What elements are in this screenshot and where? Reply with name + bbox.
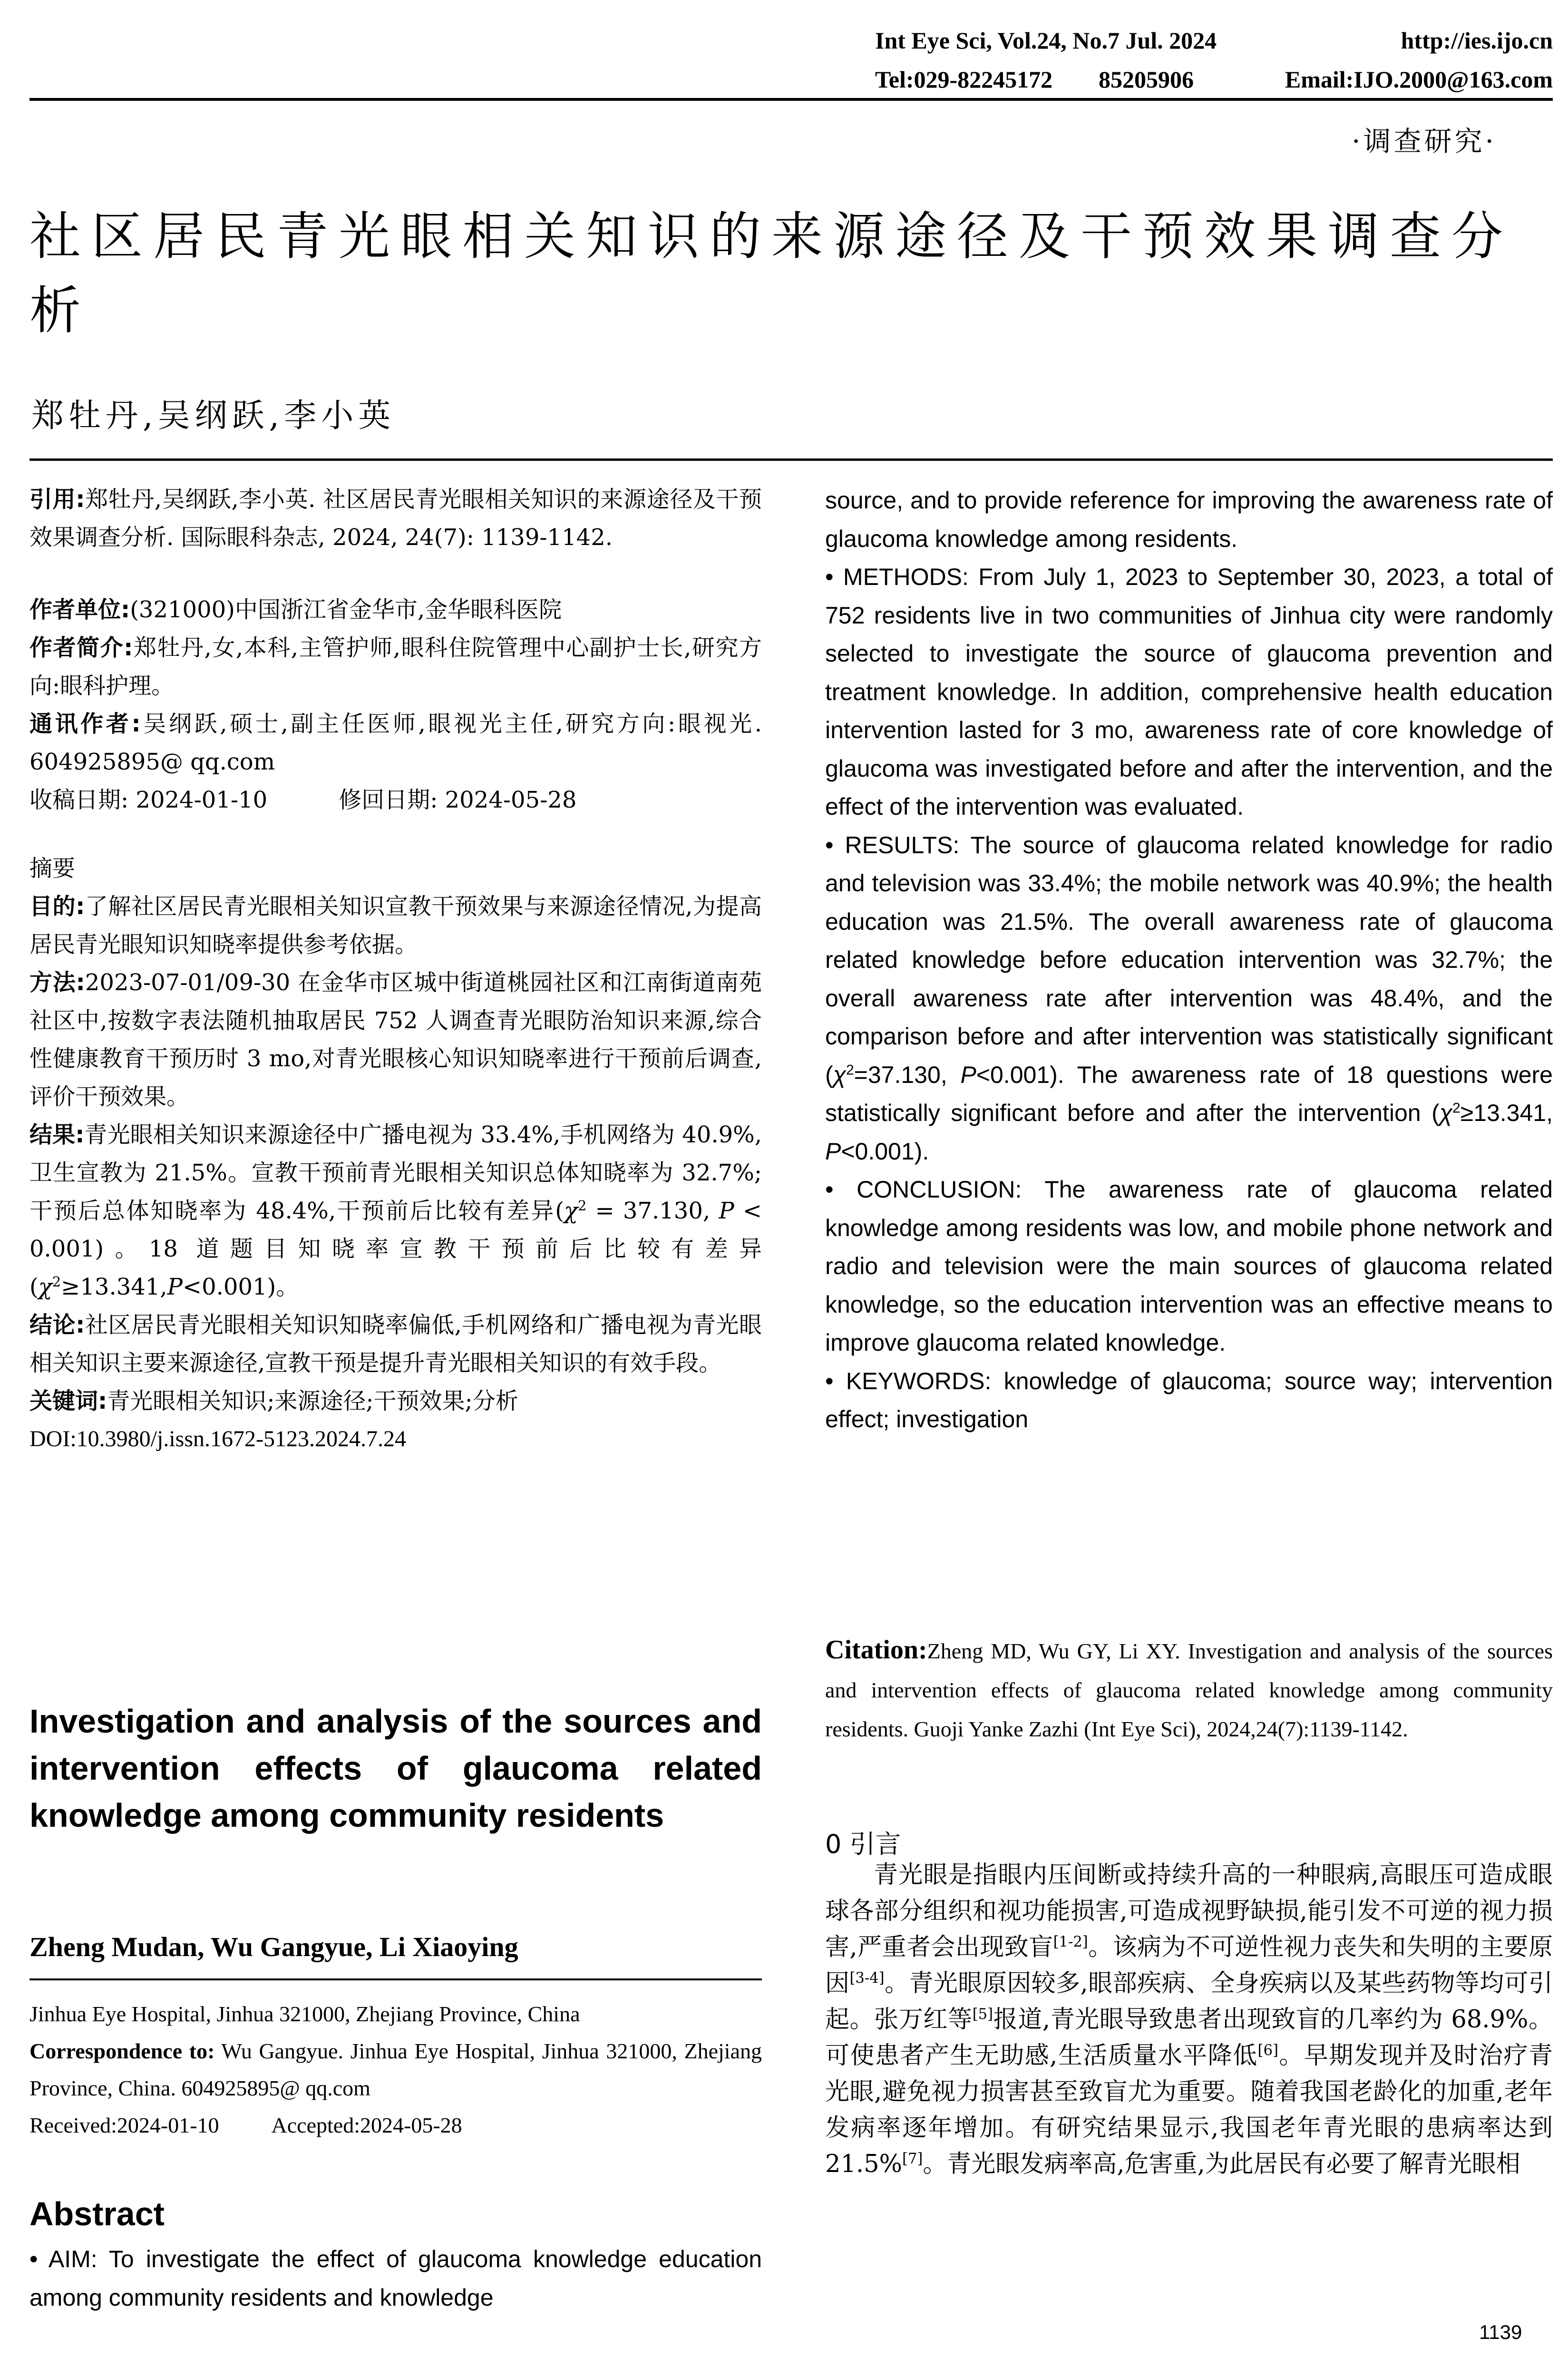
- revised-date: 修回日期: 2024-05-28: [339, 787, 577, 813]
- results-en-2: =37.130,: [854, 1061, 961, 1088]
- ref-3-4[interactable]: [3-4]: [849, 1970, 885, 1987]
- conclusion-en: • CONCLUSION: The awareness rate of glaucoma related knowledge among residents was low, and mobile phone network and radio and television were the main sources of glaucoma related knowledge, so the education intervention was an effective means to improve glaucoma related knowledge.: [825, 1176, 1553, 1356]
- affiliation-label: 作者单位:: [29, 596, 130, 623]
- chi-symbol-en-2: χ: [1439, 1100, 1453, 1126]
- english-title: Investigation and analysis of the sources and intervention effects of glaucoma related knowledge among community residents: [29, 1703, 762, 1834]
- results-en-1: • RESULTS: The source of glaucoma related knowledge for radio and television was 33.4%; the mobile network was 40.9%; the health education was 21.5%. The overall awareness rate of glaucoma related knowledge before education intervention was 32.7%; the overall awareness rate after intervention was 48.4%, and the comparison before and after intervention was statistically significant (: [825, 831, 1553, 1088]
- abstract-heading-cn: 摘要: [29, 855, 76, 882]
- results-en-4: ≥13.341,: [1460, 1100, 1553, 1126]
- intro-text-5: 。早期发现并及时治疗青光眼,避免视力损害甚至致盲尤为重要。随着我国老龄化的加重,老年发病率逐年增加。有研究结果显示,我国老年青光眼的患病率达到 21.5%: [825, 2042, 1553, 2178]
- citation-en-text: Zheng MD, Wu GY, Li XY. Investigation and analysis of the sources and intervention effects of glaucoma related knowledge among community residents. Guoji Yanke Zazhi (Int Eye Sci), 2024,24(7):1139-1142.: [825, 1639, 1553, 1741]
- journal-info: Int Eye Sci, Vol.24, No.7 Jul. 2024: [875, 27, 1217, 54]
- aim-cn: [29, 887, 762, 964]
- doi[interactable]: DOI:10.3980/j.issn.1672-5123.2024.7.24: [29, 1426, 406, 1452]
- keywords-cn: [29, 1382, 762, 1420]
- results-en: • RESULTS: The source of glaucoma related knowledge for radio and television was 33.4%; the mobile network was 40.9%; the health education was 21.5%. The overall awareness rate of glaucoma related knowledge before education intervention was 32.7%; the overall awareness rate after intervention was 48.4%, and the comparison before and after intervention was statistically significant ($\chi^2=37.130$, P<0.001). The awareness rate of 18 questions were statistically significant before and after the intervention ($\chi^2\ge 13.341$, P<0.001).: [825, 831, 1553, 1165]
- methods-en: • METHODS: From July 1, 2023 to September 30, 2023, a total of 752 residents live in two communities of Jinhua city were randomly selected to investigate the source of glaucoma prevention and treatment knowledge. In addition, comprehensive health education intervention lasted for 3 mo, awareness rate of core knowledge of glaucoma was investigated before and after the intervention, and the effect of the intervention was evaluated.: [825, 564, 1553, 820]
- p-symbol: P: [719, 1198, 734, 1224]
- intro-body: [825, 1857, 1553, 2182]
- methods-label: 方法:: [29, 969, 85, 996]
- corr-label: 通讯作者:: [29, 711, 141, 737]
- results-label: 结果:: [29, 1121, 85, 1148]
- intro-text-6: 。青光眼发病率高,危害重,为此居民有必要了解青光眼相: [923, 2150, 1520, 2178]
- keywords-en: • KEYWORDS: knowledge of glaucoma; source way; intervention effect; investigation: [825, 1367, 1553, 1432]
- corr-text: 吴纲跃,硕士,副主任医师,眼视光主任,研究方向:眼视光. 604925895@ qq.com: [29, 711, 762, 775]
- right-column-abstract: [825, 481, 1553, 1439]
- correspondence-text: Wu Gangyue. Jinhua Eye Hospital, Jinhua 321000, Zhejiang Province, China. 604925895@ qq.com: [29, 2039, 762, 2100]
- english-accepted: Accepted:2024-05-28: [271, 2113, 462, 2137]
- results-text-2: = 37.130,: [586, 1198, 719, 1224]
- chi-symbol-en: χ: [833, 1061, 846, 1088]
- results-text-1: 青光眼相关知识来源途径中广播电视为 33.4%,手机网络为 40.9%,卫生宣教为 21.5%。宣教干预前青光眼相关知识总体知晓率为 32.7%;干预后总体知晓率为 48.4%,干预前后比较有差异(: [29, 1121, 762, 1224]
- keywords-text: 青光眼相关知识;来源途径;干预效果;分析: [107, 1388, 518, 1414]
- english-affiliation-block: [29, 1996, 762, 2144]
- ref-6[interactable]: [6]: [1257, 2042, 1278, 2059]
- english-correspondence: [29, 2033, 762, 2107]
- abstract-aim-en: • AIM: To investigate the effect of glaucoma knowledge education among community residents and knowledge: [29, 2246, 762, 2311]
- p-symbol-2: P: [167, 1274, 183, 1300]
- corresponding-author: [29, 705, 762, 781]
- journal-email[interactable]: Email:IJO.2000@163.com: [1285, 66, 1553, 93]
- affiliation-text: (321000)中国浙江省金华市,金华眼科医院: [130, 596, 562, 623]
- aim-label: 目的:: [29, 893, 85, 920]
- journal-tel2: 85205906: [1099, 66, 1194, 93]
- english-authors-rule: [29, 1978, 762, 1980]
- chi-symbol: χ: [564, 1198, 578, 1224]
- bio-label: 作者简介:: [29, 634, 133, 661]
- intro-text-1: 青光眼是指眼内压间断或持续升高的一种眼病,高眼压可造成眼球各部分组织和视功能损害,可造成视野缺损,能引发不可逆的视力损害,严重者会出现致盲: [825, 1861, 1553, 1961]
- p-symbol-en-2: P: [825, 1138, 841, 1165]
- results-text-4: ≥13.341,: [61, 1274, 167, 1300]
- english-authors: Zheng Mudan, Wu Gangyue, Li Xiaoying: [29, 1931, 518, 1962]
- intro-text-4: 报道,青光眼导致患者出现致盲的几率约为 68.9%。可使患者产生无助感,生活质量水平降低: [825, 2006, 1553, 2070]
- intro-paragraph: [825, 1857, 1553, 2182]
- results-cn: 结果:青光眼相关知识来源途径中广播电视为 33.4%,手机网络为 40.9%,卫生宣教为 21.5%。宣教干预前青光眼相关知识总体知晓率为 32.7%;干预后总体知晓率为 48.4%,干预前后比较有差异($\chi^2 = 37.130$, P < 0.001)。18 道题目知晓率宣教干预前后比较有差异$(\chi^2\ge 13.341,P<0.001)$。: [29, 1121, 762, 1300]
- intro-text-2: 。该病为不可逆性视力丧失和失明的主要原因: [825, 1933, 1553, 1997]
- aim-text: 了解社区居民青光眼相关知识宣教干预效果与来源途径情况,为提高居民青光眼知识知晓率提供参考依据。: [29, 893, 762, 958]
- citation-cn: [29, 480, 762, 556]
- english-affiliation: Jinhua Eye Hospital, Jinhua 321000, Zhejiang Province, China: [29, 2002, 580, 2026]
- citation-label: 引用:: [29, 486, 85, 513]
- journal-tel: Tel:029-82245172: [875, 66, 1053, 93]
- citation-text: 郑牡丹,吴纲跃,李小英. 社区居民青光眼相关知识的来源途径及干预效果调查分析. 国际眼科杂志, 2024, 24(7): 1139-1142.: [29, 486, 762, 551]
- conclusion-label: 结论:: [29, 1312, 85, 1338]
- results-en-3: <0.001). The awareness rate of 18 questions were statistically significant before and after the intervention (: [825, 1061, 1553, 1126]
- page-title: 社区居民青光眼相关知识的来源途径及干预效果调查分析: [29, 207, 1514, 341]
- bio-text: 郑牡丹,女,本科,主管护师,眼科住院管理中心副护士长,研究方向:眼科护理。: [29, 634, 762, 699]
- methods-text: 2023-07-01/09-30 在金华市区城中街道桃园社区和江南街道南苑社区中,按数字表法随机抽取居民 752 人调查青光眼防治知识来源,综合性健康教育干预历时 3 mo,对青光眼核心知识知晓率进行干预前后调查,评价干预效果。: [29, 969, 762, 1110]
- ref-5[interactable]: [5]: [972, 2006, 993, 2023]
- citation-en-label: Citation:: [825, 1635, 927, 1665]
- conclusion-cn: [29, 1306, 762, 1382]
- abstract-heading-en: Abstract: [29, 2195, 165, 2232]
- chi-symbol-2: χ: [38, 1274, 52, 1300]
- keywords-label: 关键词:: [29, 1388, 107, 1414]
- conclusion-text: 社区居民青光眼相关知识知晓率偏低,手机网络和广播电视为青光眼相关知识主要来源途径,宣教干预是提升青光眼相关知识的有效手段。: [29, 1312, 762, 1376]
- methods-cn: [29, 964, 762, 1116]
- citation-en: [825, 1630, 1553, 1749]
- section-label: ·调查研究·: [1352, 125, 1497, 157]
- left-column: [29, 480, 762, 1458]
- correspondence-label: Correspondence to:: [29, 2039, 215, 2063]
- english-received: Received:2024-01-10: [29, 2113, 219, 2137]
- results-en-5: <0.001).: [841, 1138, 929, 1165]
- dates-cn: [29, 781, 762, 819]
- affiliation: [29, 591, 762, 629]
- ref-1-2[interactable]: [1-2]: [1053, 1934, 1088, 1950]
- received-date: 收稿日期: 2024-01-10: [29, 787, 268, 813]
- results-text-3: < 0.001)。18 道题目知晓率宣教干预前后比较有差异(: [29, 1198, 762, 1300]
- title-rule: [29, 458, 1553, 461]
- intro-text-3: 。青光眼原因较多,眼部疾病、全身疾病以及某些药物等均可引起。张万红等: [825, 1969, 1553, 2034]
- english-dates: [29, 2107, 762, 2144]
- authors-cn: 郑牡丹,吴纲跃,李小英: [31, 397, 396, 435]
- author-bio: [29, 629, 762, 705]
- journal-url[interactable]: http://ies.ijo.cn: [1401, 27, 1553, 54]
- intro-heading: 0 引言: [825, 1829, 901, 1859]
- p-symbol-en: P: [960, 1061, 976, 1088]
- page-number: 1139: [1479, 2321, 1522, 2343]
- results-text-5: <0.001)。: [182, 1274, 299, 1300]
- header-rule: [29, 98, 1553, 101]
- aim-continued: source, and to provide reference for improving the awareness rate of glaucoma knowledge among residents.: [825, 487, 1553, 552]
- ref-7[interactable]: [7]: [902, 2151, 923, 2167]
